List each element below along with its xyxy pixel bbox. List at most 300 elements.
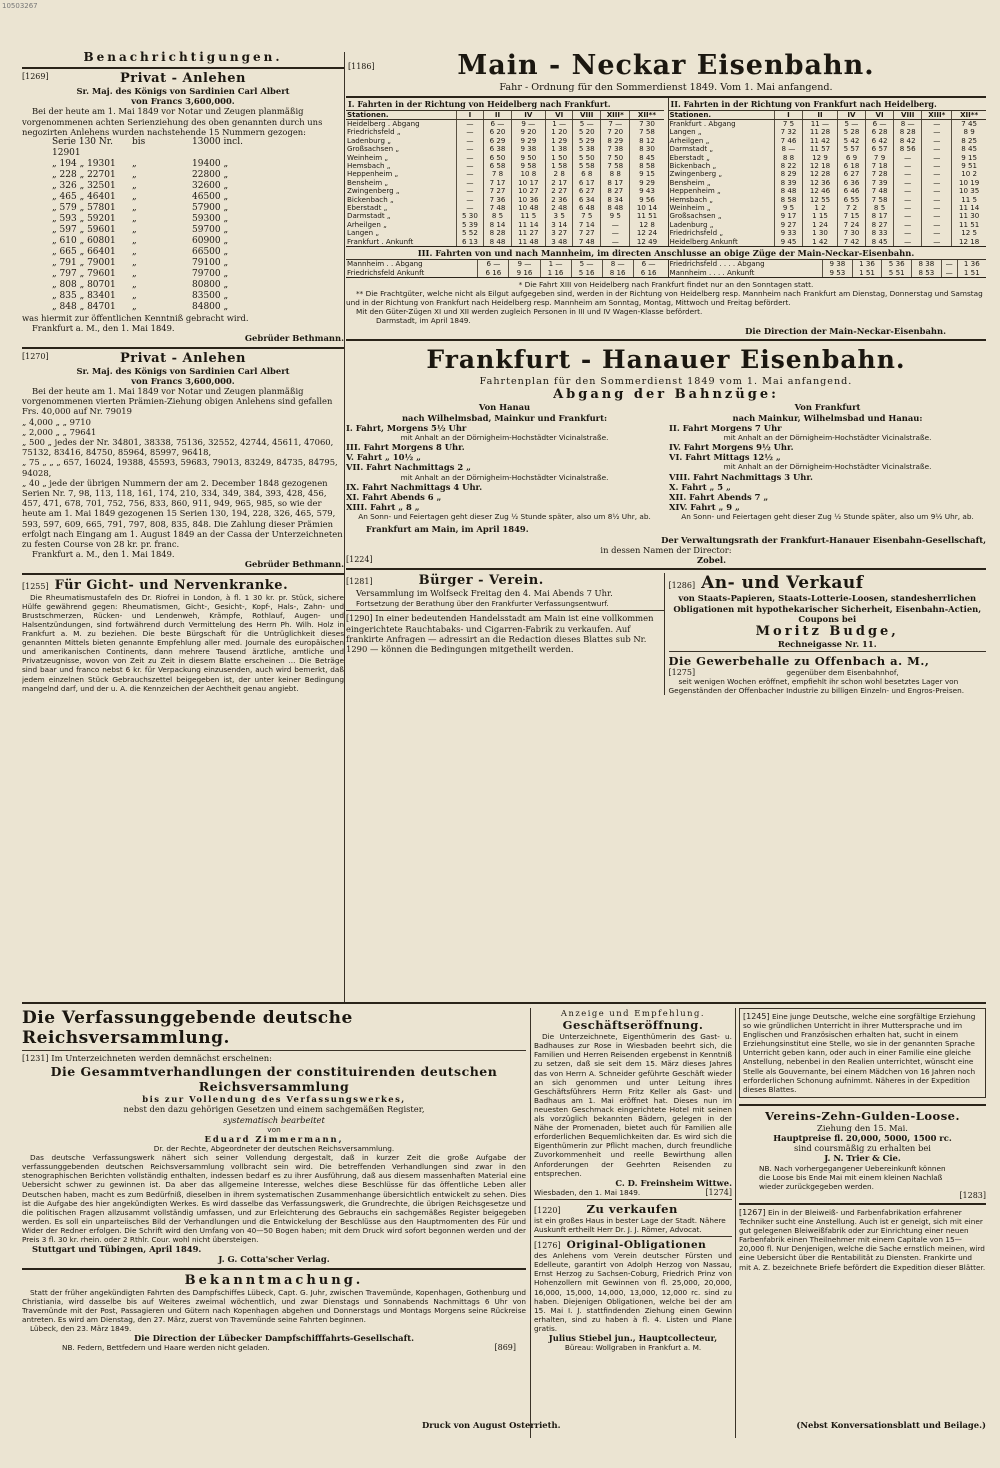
timetable-cell: 5 50 xyxy=(573,154,601,162)
serie-cell: „ 797 „ 79601 xyxy=(52,269,116,280)
ad-signature: J. N. Trier & Cie. xyxy=(824,1153,901,1164)
ad-title: Bürger - Verein. xyxy=(418,573,544,589)
ad-body: In einer bedeutenden Handelsstadt am Main ist eine vollkommen eingerichtete Rauchtabaks- und Cigarren-Fabrik zu verkaufen. Auf frankirte Anfragen — adressirt an die Redaction dieses Blattes sub Nr. 1290 — können die Bedingungen mitgetheilt werden. xyxy=(346,612,654,655)
timetable-cell: — xyxy=(922,137,952,145)
trip-line: mit Anhalt an der Dörnigheim-Hochstädter Vicinalstraße. xyxy=(400,472,609,482)
timetable-cell: 8 27 xyxy=(866,221,894,229)
timetable-cell: 8 5 xyxy=(866,204,894,212)
timetable-cell: 11 51 xyxy=(952,221,986,229)
ad-address: Büreau: Wollgraben in Frankfurt a. M. xyxy=(564,1343,702,1353)
timetable-cell: 7 58 xyxy=(601,162,630,170)
timetable-cell: 10 2 xyxy=(952,170,986,178)
trip-line: XIII. Fahrt „ 8 „ xyxy=(346,502,420,513)
serie-row xyxy=(52,137,344,159)
timetable-cell: — xyxy=(456,154,484,162)
trip-line: VIII. Fahrt Nachmittags 3 Uhr. xyxy=(669,471,813,482)
timetable-cell: — xyxy=(941,269,957,277)
timetable-cell: — xyxy=(922,204,952,212)
timetable-cell: 6 — xyxy=(484,120,512,129)
timetable-cell: Mannheim . . Abgang xyxy=(347,260,423,269)
serie-cell: „ xyxy=(132,225,137,236)
timetable-cell: 5 28 xyxy=(837,128,865,136)
timetable-cell: 8 45 xyxy=(952,145,986,153)
ad-body: Bei der heute am 1. Mai 1849 vor Notar und Zeugen planmäßig vorgenommenen achten Serienziehung des oben genannten durch uns negozirten Anlehens wurden nachstehende 15 Nummern gezogen: xyxy=(22,106,323,137)
serie-cell: „ xyxy=(132,236,137,247)
main-neckar-timetable xyxy=(346,96,986,248)
timetable-cell: 1 36 xyxy=(852,260,882,268)
timetable-cell: 7 8 xyxy=(484,170,512,178)
timetable-cell: Zwingenberg „ xyxy=(669,169,723,179)
serie-cell: „ 593 „ 59201 xyxy=(52,214,116,225)
ad-body: Ein in der Bleiweiß- und Farbenfabrikation erfahrener Techniker sucht eine Anstellung. Auch ist er geneigt, sich mit einer gut gelegenen Bleiweißfabrik oder zur Einrichtung einer neuen Farbenfabrik einen Theilnehmer mit einem Capitale von 15—20,000 fl. Nur Denjenigen, welche die Sache ernstlich meinen, wird eine Uebersicht über die Rentabilität zu Diensten. Frankirte und mit A. Z. bezeichnete Briefe befördert die Expedition dieser Blätter. xyxy=(739,1207,986,1272)
timetable-cell: — xyxy=(922,212,952,220)
ad-subtitle: gegenüber dem Eisenbahnhof, xyxy=(786,668,899,678)
timetable-cell: 9 45 xyxy=(774,238,802,246)
timetable-cell: 1 36 xyxy=(957,260,986,268)
serie-cell: „ 326 „ 32501 xyxy=(52,181,116,192)
fh-signature: Der Verwaltungsrath der Frankfurt-Hanauer Eisenbahn-Gesellschaft, xyxy=(661,534,986,545)
left-ads xyxy=(346,573,664,695)
ad-ref: [1286] xyxy=(668,581,696,591)
timetable-cell: 5 — xyxy=(573,120,601,129)
timetable-cell: 12 55 xyxy=(803,196,838,204)
divider xyxy=(739,1104,986,1106)
timetable-cell: 8 16 xyxy=(602,269,633,277)
timetable-cell: 8 48 xyxy=(484,238,512,246)
ad-title: Vereins-Zehn-Gulden-Loose. xyxy=(764,1108,960,1123)
timetable-cell: 10 8 xyxy=(511,170,545,178)
timetable-cell: — xyxy=(894,221,922,229)
timetable-column-header: XIII* xyxy=(922,111,952,120)
fh-date: Frankfurt am Main, im April 1849. xyxy=(366,524,529,535)
timetable-cell: — xyxy=(894,187,922,195)
timetable-cell: 12 49 xyxy=(630,238,664,246)
ad-ref: [1220] xyxy=(534,1206,561,1215)
timetable-cell: Mannheim . . . . Ankunft xyxy=(669,267,755,277)
timetable-cell: 7 48 xyxy=(484,204,512,212)
timetable-column-header: Stationen. xyxy=(346,111,456,120)
timetable-cell: 5 29 xyxy=(573,137,601,145)
timetable-cell: 9 51 xyxy=(952,162,986,170)
column-subheading: nach Mainkur, Wilhelmsbad und Hanau: xyxy=(732,412,923,423)
timetable-column-header: XII** xyxy=(952,111,986,120)
timetable-column-header: II xyxy=(803,111,838,120)
timetable-cell: 3 27 xyxy=(545,229,573,237)
trip-line: III. Fahrt Morgens 8 Uhr. xyxy=(346,442,465,453)
timetable-cell: 10 17 xyxy=(511,179,545,187)
timetable-cell: 7 45 xyxy=(952,120,986,129)
timetable-date: Darmstadt, im April 1849. xyxy=(376,316,471,326)
serie-cell: „ xyxy=(132,214,137,225)
serie-cell: 13000 incl. xyxy=(192,137,243,148)
serie-row xyxy=(52,181,344,192)
serie-cell: „ 835 „ 83401 xyxy=(52,291,116,302)
ad-intro: Im Unterzeichneten werden demnächst erscheinen: xyxy=(51,1053,272,1063)
timetable-cell: Hemsbach „ xyxy=(347,161,391,171)
trip-line: An Sonn- und Feiertagen geht dieser Zug ½ Stunde später, also um 9½ Uhr, ab. xyxy=(681,512,974,522)
timetable-table xyxy=(669,260,987,277)
timetable-cell: 6 34 xyxy=(573,196,601,204)
timetable-cell: 8 25 xyxy=(952,137,986,145)
divider xyxy=(22,67,344,69)
timetable-cell: Hemsbach „ xyxy=(669,194,713,204)
ad-title: Die Verfassunggebende deutsche Reichsversammlung. xyxy=(22,1008,353,1048)
timetable-cell: 1 2 xyxy=(803,204,838,212)
serie-cell: „ xyxy=(132,203,137,214)
timetable-column-header: VIII xyxy=(894,111,922,120)
timetable-direction-2 xyxy=(668,98,987,247)
timetable-cell: — xyxy=(922,128,952,136)
serie-cell: „ xyxy=(132,258,137,269)
serie-cell: „ xyxy=(132,247,137,258)
timetable-cell: — xyxy=(894,162,922,170)
timetable-cell: 6 9 xyxy=(837,154,865,162)
timetable-cell: — xyxy=(922,154,952,162)
timetable-cell: 12 36 xyxy=(803,179,838,187)
timetable-cell: Weinheim „ xyxy=(347,152,389,162)
timetable-cell: 6 20 xyxy=(484,128,512,136)
ad-name: Moritz Budge, xyxy=(755,623,899,639)
timetable-cell: 8 — xyxy=(602,260,633,268)
timetable-cell: Heppenheim „ xyxy=(347,169,399,179)
frankfurt-hanau-section xyxy=(346,344,986,566)
timetable-cell: Frankfurt . Abgang xyxy=(669,119,736,128)
column-heading: Von Hanau xyxy=(478,402,531,413)
serie-cell: „ 808 „ 80701 xyxy=(52,280,116,291)
ad-ref: [1275] xyxy=(668,668,696,678)
timetable-cell: 1 42 xyxy=(803,238,838,246)
timetable-cell: — xyxy=(456,196,484,204)
timetable-cell: 1 15 xyxy=(803,212,838,220)
serie-cell: „ 610 „ 60801 xyxy=(52,236,116,247)
timetable-cell: 6 13 xyxy=(456,238,484,246)
serie-cell: „ 579 „ 57801 xyxy=(52,203,116,214)
serie-cell: 83500 „ xyxy=(192,291,229,302)
ad-note: NB. Nach vorhergegangener Uebereinkunft können die Loose bis Ende Mai mit einem kleinen Nachlaß wieder zurückgegeben werden. xyxy=(759,1163,946,1191)
timetable-cell: 9 29 xyxy=(630,179,664,187)
timetable-column-header: IV xyxy=(511,111,545,120)
column-rule xyxy=(344,52,345,1004)
ad-body: ist ein großes Haus in bester Lage der Stadt. Nähere Auskunft ertheilt Herr Dr. J. J. Römer, Advocat. xyxy=(534,1216,726,1235)
timetable-cell: Frankfurt . Ankunft xyxy=(347,236,414,246)
timetable-note: ** Die Frachtgüter, welche nicht als Eilgut aufgegeben sind, werden in der Richtung von Heidelberg resp. Mannheim nach Frankfurt am Dienstag, Donnerstag und Samstag und in der Richtung von Frankfurt nach Heidelberg resp. Mannheim am Sonntag, Montag, Mittwoch und Freitag befördert. xyxy=(346,289,983,308)
timetable-cell: 5 58 xyxy=(573,162,601,170)
frankfurt-hanau-schedule xyxy=(346,402,986,521)
prize-line: Frs. 40,000 auf Nr. 79019 xyxy=(22,406,132,417)
divider xyxy=(22,1050,526,1051)
ad-text xyxy=(739,1208,986,1272)
from-hanau xyxy=(346,402,663,521)
serie-cell: 80800 „ xyxy=(192,280,229,291)
timetable-cell: 9 38 xyxy=(511,145,545,153)
timetable-cell: 6 16 xyxy=(633,269,663,277)
timetable-cell: — xyxy=(922,229,952,237)
serie-row xyxy=(52,170,344,181)
timetable-signature: Die Direction der Main-Neckar-Eisenbahn. xyxy=(745,325,946,336)
ad-date: Wiesbaden, den 1. Mai 1849. xyxy=(534,1187,641,1197)
timetable-cell: Ladenburg „ xyxy=(669,219,714,229)
serie-row xyxy=(52,192,344,203)
timetable-cell: 7 32 xyxy=(774,128,802,136)
timetable-cell: 6 38 xyxy=(484,145,512,153)
timetable-cell: 7 58 xyxy=(630,128,664,136)
serie-cell: 59700 „ xyxy=(192,225,229,236)
serie-cell: 22800 „ xyxy=(192,170,229,181)
ad-subtitle: Sr. Maj. des Königs von Sardinien Carl Albert xyxy=(76,86,290,96)
column-subheading: nach Wilhelmsbad, Mainkur und Frankfurt: xyxy=(401,412,608,423)
ad-heading-5: von xyxy=(267,1124,281,1134)
timetable-cell: 7 58 xyxy=(866,196,894,204)
timetable-cell: 7 18 xyxy=(866,162,894,170)
ad-title: Zu verkaufen xyxy=(586,1202,678,1216)
timetable-cell: 6 57 xyxy=(866,145,894,153)
trip-line: XI. Fahrt Abends 6 „ xyxy=(346,491,442,502)
timetable-column-header: VI xyxy=(866,111,894,120)
timetable-cell: 12 46 xyxy=(803,187,838,195)
ad-title: Original-Obligationen xyxy=(566,1239,707,1252)
timetable-cell: 1 30 xyxy=(803,229,838,237)
timetable-cell: Eberstadt „ xyxy=(669,152,710,162)
timetable-cell: Zwingenberg „ xyxy=(347,186,400,196)
divider xyxy=(22,1002,986,1004)
ad-signature: Gebrüder Bethmann. xyxy=(244,333,344,344)
timetable-cell: Großsachsen „ xyxy=(347,144,399,154)
serie-cell: 19400 „ xyxy=(192,159,229,170)
timetable-cell: 9 — xyxy=(509,260,540,268)
timetable-cell: 6 — xyxy=(633,260,663,268)
trip-line: mit Anhalt an der Dörnigheim-Hochstädter Vicinalstraße. xyxy=(400,432,609,442)
ad-date: Frankfurt a. M., den 1. Mai 1849. xyxy=(32,323,175,334)
timetable-cell: 7 48 xyxy=(573,238,601,246)
timetable-cell: 10 27 xyxy=(511,187,545,195)
timetable-cell: 11 — xyxy=(803,120,838,129)
timetable-cell: — xyxy=(922,162,952,170)
timetable-cell: 9 33 xyxy=(774,229,802,237)
timetable-cell: 8 27 xyxy=(601,187,630,195)
serie-cell: 79100 „ xyxy=(192,258,229,269)
timetable-cell: Heidelberg Ankunft xyxy=(669,236,738,246)
timetable-cell: 6 — xyxy=(866,120,894,129)
timetable-cell: 6 27 xyxy=(573,187,601,195)
serie-cell: „ xyxy=(132,192,137,203)
timetable-cell: Friedrichsfeld „ xyxy=(669,228,724,238)
timetable-cell: 9 29 xyxy=(511,137,545,145)
prize-line: „ 75 „ „ „ 657, 16024, 19388, 45593, 59683, 79013, 83249, 84735, 84795, 94028, xyxy=(22,457,338,478)
timetable-cell: 7 46 xyxy=(774,137,802,145)
ad-body: Die Unterzeichnete, Eigenthümerin des Gast- u. Badhauses zur Rose in Wiesbaden beehrt sich, die Familien und Herren Reisenden ergebenst in Kenntniß zu setzen, daß sie seit dem 15. März dieses Jahres das von Herrn A. Schneider geführte Geschäft wieder an sich genommen und unter Leitung ihres Geschäftsführers Herrn Fritz Keller als Gast- und Badhaus am 1. Mai eröffnet hat. Dieses nun im neuesten Geschmack eingerichtete Hotel mit seinen als vorzüglich bekannten Bädern, gelegen in der Nähe der Promenaden, bietet auch für Familien alle erforderlichen Bequemlichkeiten dar. Es wird sich die Eigenthümerin zur Pflicht machen, durch freundliche Zuvorkommenheit und reelle Bewirthung allen Anforderungen der Geehrten Reisenden zu entsprechen. xyxy=(534,1032,732,1178)
timetable-cell: 7 14 xyxy=(573,221,601,229)
ad-ref: [1224] xyxy=(346,555,373,565)
serie-cell: 57900 „ xyxy=(192,203,229,214)
timetable-cell: Heppenheim „ xyxy=(669,186,721,196)
supplement-note: (Nebst Konversationsblatt und Beilage.) xyxy=(796,1420,986,1430)
timetable-cell: 8 29 xyxy=(774,170,802,178)
ad-body: seit wenigen Wochen eröffnet, empfiehlt ihr schon wohl besetztes Lager von Gegenständen der Offenbacher Industrie zu billigen Einzeln- und Engros-Preisen. xyxy=(668,677,965,696)
ad-heading-2: bis zur Vollendung des Verfassungswerkes, xyxy=(142,1094,406,1105)
timetable-cell: 7 2 xyxy=(837,204,865,212)
column-heading: Von Frankfurt xyxy=(794,402,861,413)
timetable-cell: 8 48 xyxy=(601,204,630,212)
ad-ref: [869] xyxy=(494,1343,516,1353)
ad-subtitle-2: von Francs 3,600,000. xyxy=(131,96,235,107)
timetable-cell: Arheilgen „ xyxy=(669,135,710,145)
timetable-cell: 7 50 xyxy=(601,154,630,162)
timetable-cell: 8 28 xyxy=(894,128,922,136)
timetable-cell: 5 42 xyxy=(837,137,865,145)
timetable-cell: 10 35 xyxy=(952,187,986,195)
timetable-cell: 8 30 xyxy=(630,145,664,153)
serie-cell: 66500 „ xyxy=(192,247,229,258)
timetable-cell: 6 16 xyxy=(478,269,509,277)
mannheim-timetable xyxy=(346,260,986,278)
ad-title: Die Gewerbehalle zu Offenbach a. M., xyxy=(668,654,930,669)
timetable-cell: 5 30 xyxy=(456,212,484,220)
timetable-cell: 11 42 xyxy=(803,137,838,145)
bottom-band xyxy=(22,1008,986,1448)
timetable-cell: 11 5 xyxy=(511,212,545,220)
timetable-cell: 6 46 xyxy=(837,187,865,195)
timetable-cell: 6 8 xyxy=(573,170,601,178)
serie-cell: „ xyxy=(132,280,137,291)
timetable-cell: 1 24 xyxy=(803,221,838,229)
scan-id: 10503267 xyxy=(2,2,38,10)
timetable-cell: 2 8 xyxy=(545,170,573,178)
timetable-cell: Langen „ xyxy=(669,127,702,137)
right-ads xyxy=(664,573,987,695)
timetable-column-header: Stationen. xyxy=(669,111,775,120)
timetable-cell: 11 14 xyxy=(952,204,986,212)
timetable-cell: — xyxy=(456,204,484,212)
timetable-cell: 1 29 xyxy=(545,137,573,145)
timetable-cell: 9 5 xyxy=(601,212,630,220)
serie-row xyxy=(52,214,344,225)
fh-signature-2: in dessen Namen der Director: xyxy=(600,544,732,555)
ad-ref: [1281] xyxy=(346,577,373,587)
timetable-cell: 6 50 xyxy=(484,154,512,162)
timetable-cell: — xyxy=(922,170,952,178)
ad-date: Stuttgart und Tübingen, April 1849. xyxy=(32,1244,202,1255)
ad-text xyxy=(743,1012,982,1094)
ad-heading-4: systematisch bearbeitet xyxy=(223,1114,325,1125)
timetable-cell: 7 27 xyxy=(484,187,512,195)
timetable-heading: I. Fahrten in der Richtung von Heidelberg nach Frankfurt. xyxy=(346,98,664,111)
timetable-cell: 9 43 xyxy=(630,187,664,195)
ad-framed xyxy=(739,1008,986,1098)
frankfurt-hanau-title: Frankfurt - Hanauer Eisenbahn. xyxy=(426,344,906,374)
ad-note: NB. Federn, Bettfedern und Haare werden nicht geladen. xyxy=(62,1343,270,1353)
timetable-cell: Langen „ xyxy=(347,228,380,238)
timetable-cell: 7 48 xyxy=(866,187,894,195)
ad-line: Ziehung den 15. Mai. xyxy=(817,1122,908,1133)
timetable-cell: 7 17 xyxy=(484,179,512,187)
serie-row xyxy=(52,203,344,214)
ad-ref: [1283] xyxy=(959,1190,986,1200)
timetable-cell: — xyxy=(894,204,922,212)
timetable-cell: Ladenburg „ xyxy=(347,135,391,145)
timetable-cell: 8 45 xyxy=(866,238,894,246)
timetable-cell: — xyxy=(922,145,952,153)
timetable-cell: 5 36 xyxy=(882,260,912,268)
timetable-note: * Die Fahrt XIII von Heidelberg nach Frankfurt findet nur an den Sonntagen statt. xyxy=(518,280,814,290)
divider xyxy=(346,610,664,611)
divider xyxy=(22,347,344,349)
ad-body: Bei der heute am 1. Mai 1849 vor Notar und Zeugen planmäßig vorgenommenen vierten Prämien-Ziehung obigen Anlehens sind gefallen xyxy=(22,386,333,407)
timetable-cell: 9 58 xyxy=(511,162,545,170)
timetable-cell: — xyxy=(894,212,922,220)
timetable-cell: 8 — xyxy=(894,120,922,129)
timetable-cell: — xyxy=(894,154,922,162)
timetable-cell: Eberstadt „ xyxy=(347,203,388,213)
timetable-cell: 5 57 xyxy=(837,145,865,153)
ad-ref: [1245] xyxy=(743,1012,770,1021)
timetable-cell: 5 — xyxy=(571,260,602,268)
ad-signature: Julius Stiebel jun., Hauptcollecteur, xyxy=(548,1333,718,1344)
timetable-row xyxy=(346,269,664,277)
serie-row xyxy=(52,159,344,170)
timetable-cell: 8 38 xyxy=(912,260,942,268)
ad-body: Die Rheumatismustafeln des Dr. Riofrei in London, à fl. 1 30 kr. pr. Stück, sichere Hülfe gewährend gegen: Rheumatismen, Gicht-, Gesicht-, Kopf-, Hals-, Zahn- und Brustschmerzen, Rücken- und Lendenweh, Krämpfe, Rothlauf, Augen- und Halsentzündungen, sind fortwährend durch Vermittelung des Herrn Ph. Wilh. Holz in Frankfurt a. M. zu beziehen. Die beste Bürgschaft für die Untrüglichkeit dieses genannten Mittels bieten genannte Empfehlung aller med. Journale des europäischen und amerikanischen Continents, dann mehrere Tausend ärztliche, amtliche und Privatzeugnisse, wovon von Zeit zu Zeit in diesem Blatte erscheinen ... Die Beträge sind baar und franco nebst 6 kr. für Verpackung einzusenden, auch wird bemerkt, daß jedem einzelnen Stück Gebrauchszettel beigegeben ist, der unter keiner Bedingung mangelnd darf, und der u. A. die Kennzeichen der Aechtheit genau angiebt. xyxy=(22,592,344,693)
timetable-row xyxy=(669,238,987,246)
divider xyxy=(534,1236,732,1237)
timetable-cell: 7 27 xyxy=(573,229,601,237)
serie-row xyxy=(52,225,344,236)
timetable-cell: 12 5 xyxy=(952,229,986,237)
timetable-cell: 11 57 xyxy=(803,145,838,153)
divider xyxy=(669,651,987,652)
timetable-cell: Friedrichsfeld „ xyxy=(347,127,401,137)
timetable-cell: 7 5 xyxy=(573,212,601,220)
divider xyxy=(22,573,344,575)
timetable-cell: Arheilgen „ xyxy=(347,219,387,229)
middle-ads xyxy=(534,1008,732,1352)
bottom-right-ads xyxy=(346,573,986,695)
ad-ref: [1255] xyxy=(22,581,49,591)
trip-line: IV. Fahrt Morgens 9½ Uhr. xyxy=(669,442,794,453)
timetable-cell: 8 45 xyxy=(630,154,664,162)
divider xyxy=(22,1268,526,1270)
prize-line: „ 2,000 „ „ 79641 xyxy=(22,426,97,437)
ad-date: Lübeck, den 23. März 1849. xyxy=(30,1323,132,1333)
timetable-cell: 8 39 xyxy=(774,179,802,187)
prize-line: „ 500 „ jedes der Nr. 34801, 38338, 75136, 32552, 42744, 45611, 47060, 75132, 83416, 84750, 85964, 85997, 96418, xyxy=(22,437,334,458)
timetable-cell: 2 36 xyxy=(545,196,573,204)
serie-cell: „ xyxy=(132,269,137,280)
trip-list xyxy=(669,423,986,522)
timetable-note: Mit den Güter-Zügen XI und XII werden zugleich Personen in III und IV Wagen-Klasse befördert. xyxy=(356,307,703,317)
timetable-cell: 3 14 xyxy=(545,221,573,229)
trip-line: II. Fahrt Morgens 7 Uhr xyxy=(669,422,782,433)
timetable-cell: — xyxy=(922,120,952,129)
timetable-cell: 8 33 xyxy=(866,229,894,237)
timetable-cell: 8 8 xyxy=(774,154,802,162)
timetable-cell: 6 29 xyxy=(484,137,512,145)
from-frankfurt xyxy=(669,402,986,521)
timetable-cell: 9 53 xyxy=(823,269,853,277)
timetable-cell: Weinheim „ xyxy=(669,203,711,213)
timetable-direction-1 xyxy=(346,98,664,247)
timetable-column-header: I xyxy=(774,111,802,120)
timetable-cell: — xyxy=(456,179,484,187)
serie-row xyxy=(52,269,344,280)
timetable-cell: 7 15 xyxy=(837,212,865,220)
timetable-cell: 2 27 xyxy=(545,187,573,195)
timetable-cell: 1 50 xyxy=(545,154,573,162)
timetable-cell: 6 58 xyxy=(484,162,512,170)
timetable-cell: 7 38 xyxy=(601,145,630,153)
ad-body: Eine junge Deutsche, welche eine sorgfältige Erziehung so wie gründlichen Unterricht in ihrer Muttersprache und im Englischen und Französischen erhalten hat, sucht in einem Erziehungsinstitut eine Stelle, wo sie in der genannten Sprache Unterricht geben kann, oder auch in einer Familie eine gleiche Anstellung, nebenbei in den Realien unterrichtet, wünscht eine Stelle als Gouvernante, bei einem Mädchen von 16 Jahren noch erforderlichen Schonung aufnimmt. Näheres in der Expedition dieses Blattes. xyxy=(743,1012,976,1094)
serie-cell: „ xyxy=(132,291,137,302)
timetable-body xyxy=(669,120,987,247)
